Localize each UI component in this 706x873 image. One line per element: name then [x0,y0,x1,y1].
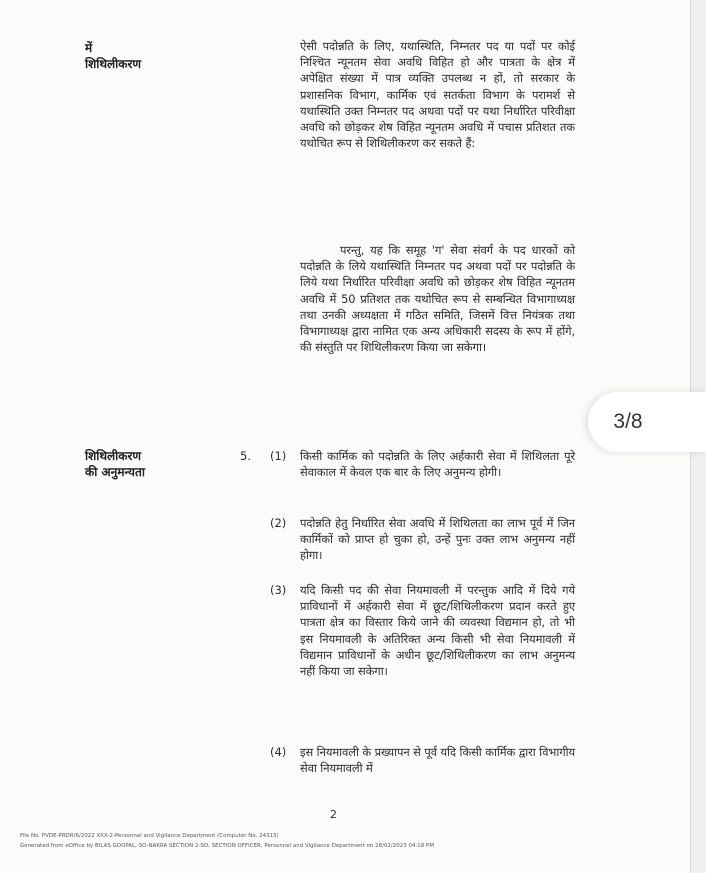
subclause-number: (2) [270,516,287,530]
page-number: 2 [330,808,337,821]
margin-heading-relaxation: में शिथिलीकरण [85,41,142,71]
clause-number: 5. [240,449,251,463]
subclause-text: यदि किसी पद की सेवा नियमावली में परन्तुक आदि में दिये गये प्राविधानों में अर्हकारी सेवा में छूट/शिथिलीकरण प्रदान करते हुए पात्रता क्षेत्र का विस्तार किये जाने की व्यवस्था विद्यमान हो, तो भी इस नियमावली के अतिरिक्त अन्य किसी भी सेवा नियमावली में विद्यमान प्राविधानों के अधीन छूट/शिथिलीकरण का लाभ अनुमन्य नहीं किया जा सकेगा। [300,583,575,679]
page-indicator-label: 3/8 [613,410,643,433]
footer-generated-info: Generated from eOffice by BILAS GOOPAL, SO-NAKRA SECTION 2-SO, SECTION OFFICER, Personnel and Vigilance Department on 28/02/2023 04:18 PM [20,843,435,849]
paragraph-relaxation-rule: ऐसी पदोन्नति के लिए, यथास्थिति, निम्नतर पद या पदों पर कोई निश्चित न्यूनतम सेवा अवधि विहित हो और पात्रता के क्षेत्र में अपेक्षित संख्या में पात्र व्यक्ति उपलब्ध न हों, तो सरकार के प्रशासनिक विभाग, कार्मिक एवं सतर्कता विभाग के परामर्श से यथास्थिति उक्त निम्नतर पद अथवा पदों पर यथा निर्धारित परिवीक्षा अवधि को छोड़कर शेष विहित न्यूनतम अवधि में पचास प्रतिशत तक यथोचित रूप से शिथिलीकरण कर सकते हैं: [300,39,575,151]
subclause-number: (1) [270,449,287,463]
subclause-text: पदोन्नति हेतु निर्धारित सेवा अवधि में शिथिलता का लाभ पूर्व में जिन कार्मिकों को प्राप्त हो चुका हो, उन्हें पुनः उक्त लाभ अनुमन्य नहीं होगा। [300,516,575,563]
margin-heading-admissibility: शिथिलीकरण की अनुमन्यता [85,449,145,479]
subclause-text: इस नियमावली के प्रख्यापन से पूर्व यदि किसी कार्मिक द्वारा विभागीय सेवा नियमावली में [300,745,575,776]
subclause-number: (3) [270,583,287,597]
page-indicator[interactable] [588,392,706,452]
paragraph-proviso: परन्तु, यह कि समूह 'ग' सेवा संवर्ग के पद धारकों को पदोन्नति के लिये यथास्थिति निम्नतर पद अथवा पदों पर पदोन्नति के लिये यथा निर्धारित परिवीक्षा अवधि को छोड़कर शेष विहित न्यूनतम अवधि में 50 प्रतिशत तक यथोचित रूप से सम्बन्धित विभागाध्यक्ष तथा उनकी अध्यक्षता में गठित समिति, जिसमें वित्त नियंत्रक तथा विभागाध्यक्ष द्वारा नामित एक अन्य अधिकारी सदस्य के रूप में होंगे, की संस्तुति पर शिथिलीकरण किया जा सकेगा। [300,243,575,355]
subclause-text: किसी कार्मिक को पदोन्नति के लिए अर्हकारी सेवा में शिथिलता पूरे सेवाकाल में केवल एक बार के लिए अनुमन्य होगी। [300,449,575,480]
subclause-number: (4) [270,745,287,759]
footer-file-number: File No. PVDE-PRDR/6/2022 XXX-2-Personnel and Vigilance Department (Computer No. 24313) [20,833,279,839]
